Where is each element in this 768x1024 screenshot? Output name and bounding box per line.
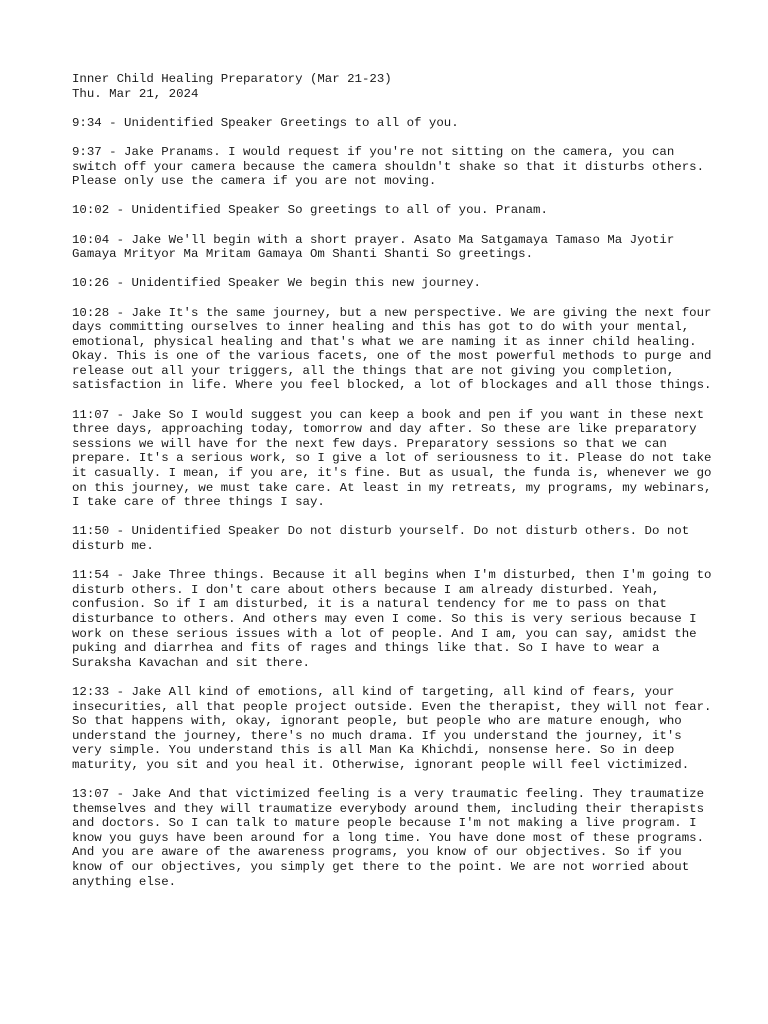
transcript-page (72, 72, 712, 904)
transcript-entry: 12:33 - Jake All kind of emotions, all kind of targeting, all kind of fears, your insecurities, all that people project outside. Even the therapist, they will not fear. So that happens with, okay, ignorant people, but people who are mature enough, who understand the journey, there's no much drama. If you understand the journey, it's very simple. You understand this is all Man Ka Khichdi, nonsense here. So in deep maturity, you sit and you heal it. Otherwise, ignorant people will feel victimized. (72, 684, 712, 772)
transcript-entry: 13:07 - Jake And that victimized feeling is a very traumatic feeling. They traumatize themselves and they will traumatize everybody around them, including their therapists and doctors. So I can talk to mature people because I'm not making a live program. I know you guys have been around for a long time. You have done most of these programs. And you are aware of the awareness programs, you know of our objectives. So if you know of our objectives, you simply get there to the point. We are not worried about anything else. (72, 787, 705, 889)
transcript-entry: 10:28 - Jake It's the same journey, but a new perspective. We are giving the next four days committing ourselves to inner healing and this has got to do with your mental, emotional, physical healing and that's what we are naming it as inner child healing. Okay. This is one of the various facets, one of the most powerful methods to purge and release out all your triggers, all the things that are not giving you completion, satisfaction in life. Where you feel blocked, a lot of blockages and all those things. (72, 305, 712, 393)
transcript-entry: 11:07 - Jake So I would suggest you can keep a book and pen if you want in these next three days, approaching today, tomorrow and day after. So these are like preparatory sessions we will have for the next few days. Preparatory sessions so that we can prepare. It's a serious work, so I give a lot of seriousness to it. Please do not take it casually. I mean, if you are, it's fine. But as usual, the funda is, whenever we go on this journey, we must take care. At least in my retreats, my programs, my webinars, I take care of three things I say. (72, 407, 712, 510)
transcript-entry: 10:26 - Unidentified Speaker We begin this new journey. (72, 276, 481, 291)
document-date: Thu. Mar 21, 2024 (72, 86, 199, 101)
transcript-entry: 11:50 - Unidentified Speaker Do not disturb yourself. Do not disturb others. Do not disturb me. (72, 524, 690, 553)
document-title: Inner Child Healing Preparatory (Mar 21-23) (72, 72, 392, 86)
transcript-entry: 9:37 - Jake Pranams. I would request if you're not sitting on the camera, you can switch off your camera because the camera shouldn't shake so that it disturbs others. Please only use the camera if you are not moving. (72, 144, 705, 189)
transcript-entry: 10:02 - Unidentified Speaker So greetings to all of you. Pranam. (72, 203, 548, 218)
transcript-entries (72, 116, 712, 889)
transcript-entry: 11:54 - Jake Three things. Because it all begins when I'm disturbed, then I'm going to disturb others. I don't care about others because I am already disturbed. Yeah, confusion. So if I am disturbed, it is a natural tendency for me to pass on that disturbance to others. And others may even I come. So this is very serious because I work on these serious issues with a lot of people. And I am, you can say, amidst the puking and diarrhea and fits of rages and things like that. So I have to wear a Suraksha Kavachan and sit there. (72, 568, 712, 670)
transcript-entry: 9:34 - Unidentified Speaker Greetings to all of you. (72, 115, 459, 130)
transcript-entry: 10:04 - Jake We'll begin with a short prayer. Asato Ma Satgamaya Tamaso Ma Jyotir Gamaya Mrityor Ma Mritam Gamaya Om Shanti Shanti So greetings. (72, 232, 675, 262)
